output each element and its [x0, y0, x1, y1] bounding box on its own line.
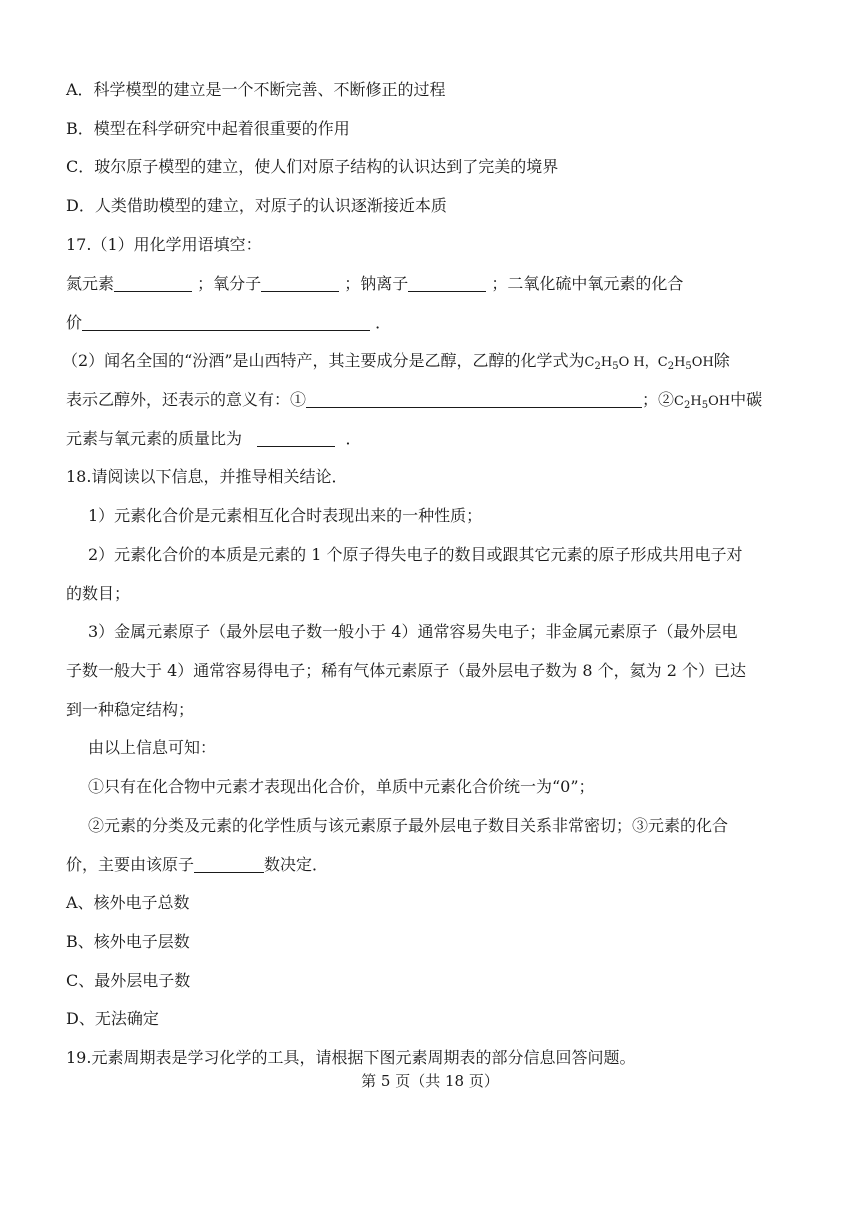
ethanol-formula-1: $C_2H_5O$ H， [584, 355, 658, 372]
q18-conclusion-intro: 由以上信息可知： [88, 738, 217, 757]
q18-option-b: B、核外电子层数 [66, 932, 190, 951]
q18-option-c: C、最外层电子数 [66, 971, 191, 990]
q18-info-2a: 2）元素化合价的本质是元素的 1 个原子得失电子的数目或跟其它元素的原子形成共用电子对 [88, 545, 743, 564]
q18-info-3b: 子数一般大于 4）通常容易得电子；稀有气体元素原子（最外层电子数为 8 个，氦为 2 个）已达 [66, 661, 746, 680]
q17-mass-ratio-label: 元素与氧元素的质量比为 [66, 429, 243, 448]
q17-period: ． [375, 313, 392, 332]
q17-so2-label: ；二氧化硫中氧元素的化合 [491, 274, 684, 293]
answer-blank-oxygen[interactable] [261, 273, 339, 292]
q18-info-3c: 到一种稳定结构； [66, 700, 195, 719]
q17-end-period: ． [345, 429, 362, 448]
answer-blank-nitrogen[interactable] [114, 273, 192, 292]
q17-part2-intro: （2）闻名全国的“汾酒”是山西特产，其主要成分是乙醇，乙醇的化学式为 [62, 351, 585, 370]
q18-info-1: 1）元素化合价是元素相互化合时表现出来的一种性质； [88, 506, 483, 525]
q18-option-d: D、无法确定 [66, 1009, 159, 1028]
q17-valence-label: 价 [66, 313, 83, 332]
ethanol-formula-2: $C_2H_5OH$ [657, 355, 714, 372]
q16-option-c: C．玻尔原子模型的建立，使人们对原子结构的认识达到了完美的境界 [66, 157, 559, 176]
q17-part2-line-1 [62, 350, 730, 374]
q17-meaning-sep: ；② [642, 390, 675, 409]
q16-option-b: B．模型在科学研究中起着很重要的作用 [66, 119, 350, 138]
q17-oxygen-label: ；氧分子 [197, 274, 262, 293]
q18-conclusion-2b [66, 854, 328, 876]
q19-title: 19.元素周期表是学习化学的工具，请根据下图元素周期表的部分信息回答问题。 [66, 1048, 636, 1067]
answer-blank-sodium[interactable] [408, 273, 486, 292]
answer-blank-so2-valence[interactable] [82, 312, 370, 331]
q17-fill-line-2 [66, 312, 391, 334]
q18-option-a: A、核外电子总数 [66, 893, 190, 912]
q17-meaning-intro: 表示乙醇外，还表示的意义有：① [66, 390, 307, 409]
q18-conclusion-2b-post: 数决定． [264, 855, 329, 874]
q18-conclusion-2b-pre: 价，主要由该原子 [66, 855, 195, 874]
q18-conclusion-1: ①只有在化合物中元素才表现出化合价，单质中元素化合价统一为“0”； [88, 777, 595, 796]
q16-option-d: D．人类借助模型的建立，对原子的认识逐渐接近本质 [66, 196, 447, 215]
q17-part2-line-2 [66, 389, 762, 413]
q18-title: 18.请阅读以下信息，并推导相关结论． [66, 467, 348, 486]
q17-part2-line-3 [66, 428, 361, 450]
q18-conclusion-2a: ②元素的分类及元素的化学性质与该元素原子最外层电子数目关系非常密切；③元素的化合 [88, 816, 729, 835]
q18-info-2b: 的数目； [66, 584, 131, 603]
q18-info-3a: 3）金属元素原子（最外层电子数一般小于 4）通常容易失电子；非金属元素原子（最外层电 [88, 622, 738, 641]
answer-blank-mass-ratio[interactable] [257, 428, 335, 447]
q17-fill-line-1 [66, 273, 683, 295]
q17-part1-title: 17.（1）用化学用语填空： [66, 235, 262, 254]
answer-blank-meaning[interactable] [306, 389, 642, 408]
ethanol-formula-3: $C_2H_5OH$ [674, 394, 731, 411]
q17-part2-tail: 除 [713, 351, 730, 370]
q17-nitrogen-label: 氮元素 [66, 274, 115, 293]
q17-sodium-label: ；钠离子 [344, 274, 409, 293]
answer-blank-valence-determinant[interactable] [194, 854, 264, 873]
q16-option-a: A．科学模型的建立是一个不断完善、不断修正的过程 [66, 80, 446, 99]
q17-meaning-tail: 中碳 [730, 390, 763, 409]
page-footer: 第 5 页（共 18 页） [361, 1072, 499, 1090]
